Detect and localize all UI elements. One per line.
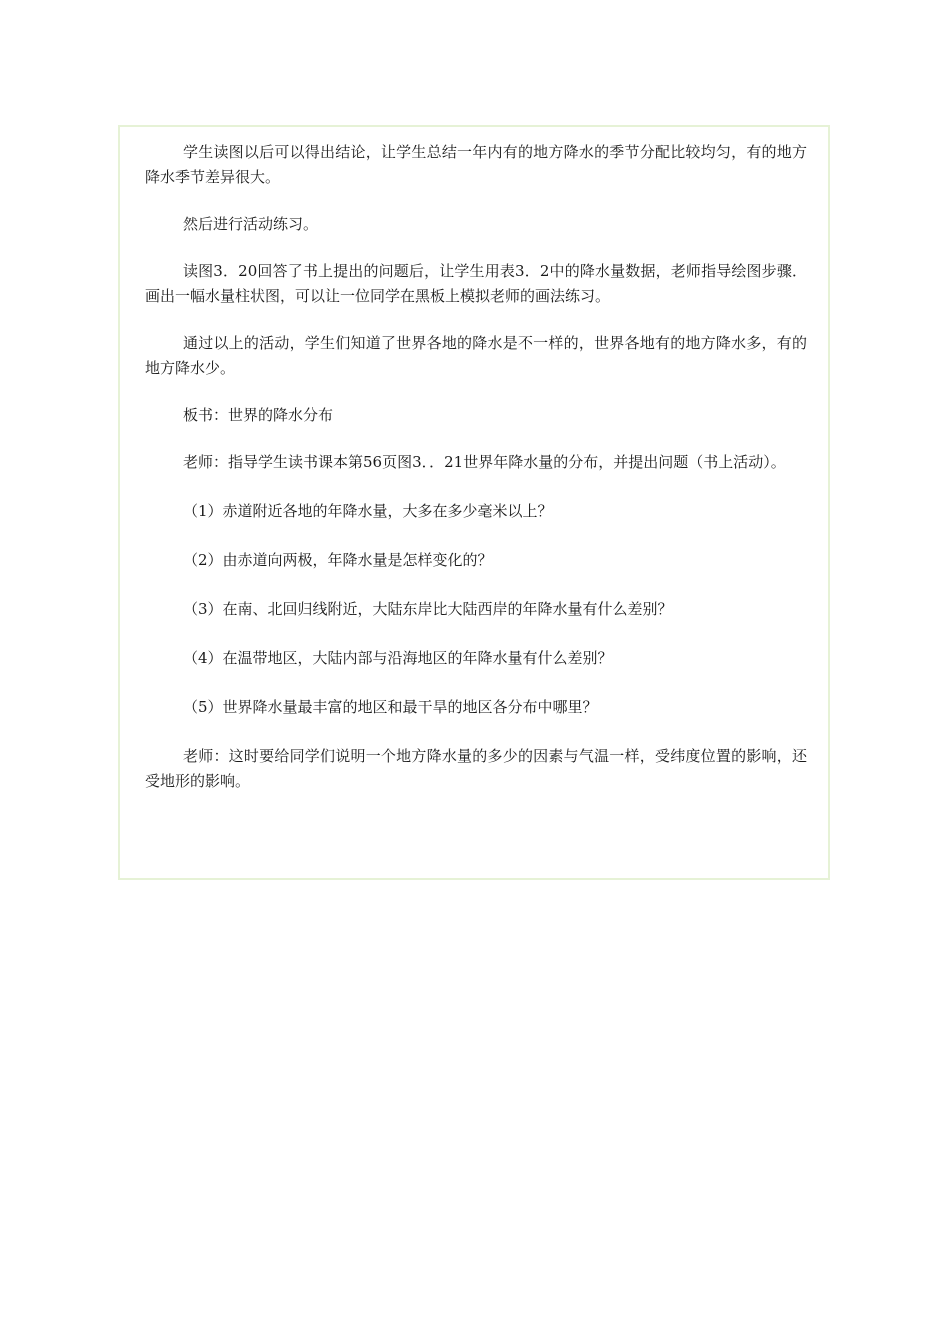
paragraph-read-figure: 读图3．20回答了书上提出的问题后，让学生用表3．2中的降水量数据，老师指导绘图步骤．画出一幅水量柱状图，可以让一位同学在黑板上模拟老师的画法练习。: [145, 262, 807, 305]
paragraph-board-note: 板书：世界的降水分布: [183, 406, 334, 424]
paragraph-activity: 然后进行活动练习。: [183, 215, 319, 233]
paragraph-closing: 老师：这时要给同学们说明一个地方降水量的多少的因素与气温一样，受纬度位置的影响，还受地形的影响。: [145, 747, 807, 790]
paragraph-teacher-guide: 老师：指导学生读书课本第56页图3．．21世界年降水量的分布，并提出问题（书上活动）。: [183, 453, 786, 471]
document-body: [145, 140, 807, 794]
question-3: （3）在南、北回归线附近，大陆东岸比大陆西岸的年降水量有什么差别？: [183, 600, 673, 618]
question-2: （2）由赤道向两极，年降水量是怎样变化的？: [183, 551, 493, 569]
paragraph-conclusion: 学生读图以后可以得出结论，让学生总结一年内有的地方降水的季节分配比较均匀，有的地方降水季节差异很大。: [145, 143, 807, 186]
question-4: （4）在温带地区，大陆内部与沿海地区的年降水量有什么差别？: [183, 649, 613, 667]
question-5: （5）世界降水量最丰富的地区和最干旱的地区各分布中哪里？: [183, 698, 598, 716]
paragraph-summary: 通过以上的活动，学生们知道了世界各地的降水是不一样的，世界各地有的地方降水多，有的地方降水少。: [145, 334, 807, 377]
question-1: （1）赤道附近各地的年降水量，大多在多少毫米以上？: [183, 502, 553, 520]
